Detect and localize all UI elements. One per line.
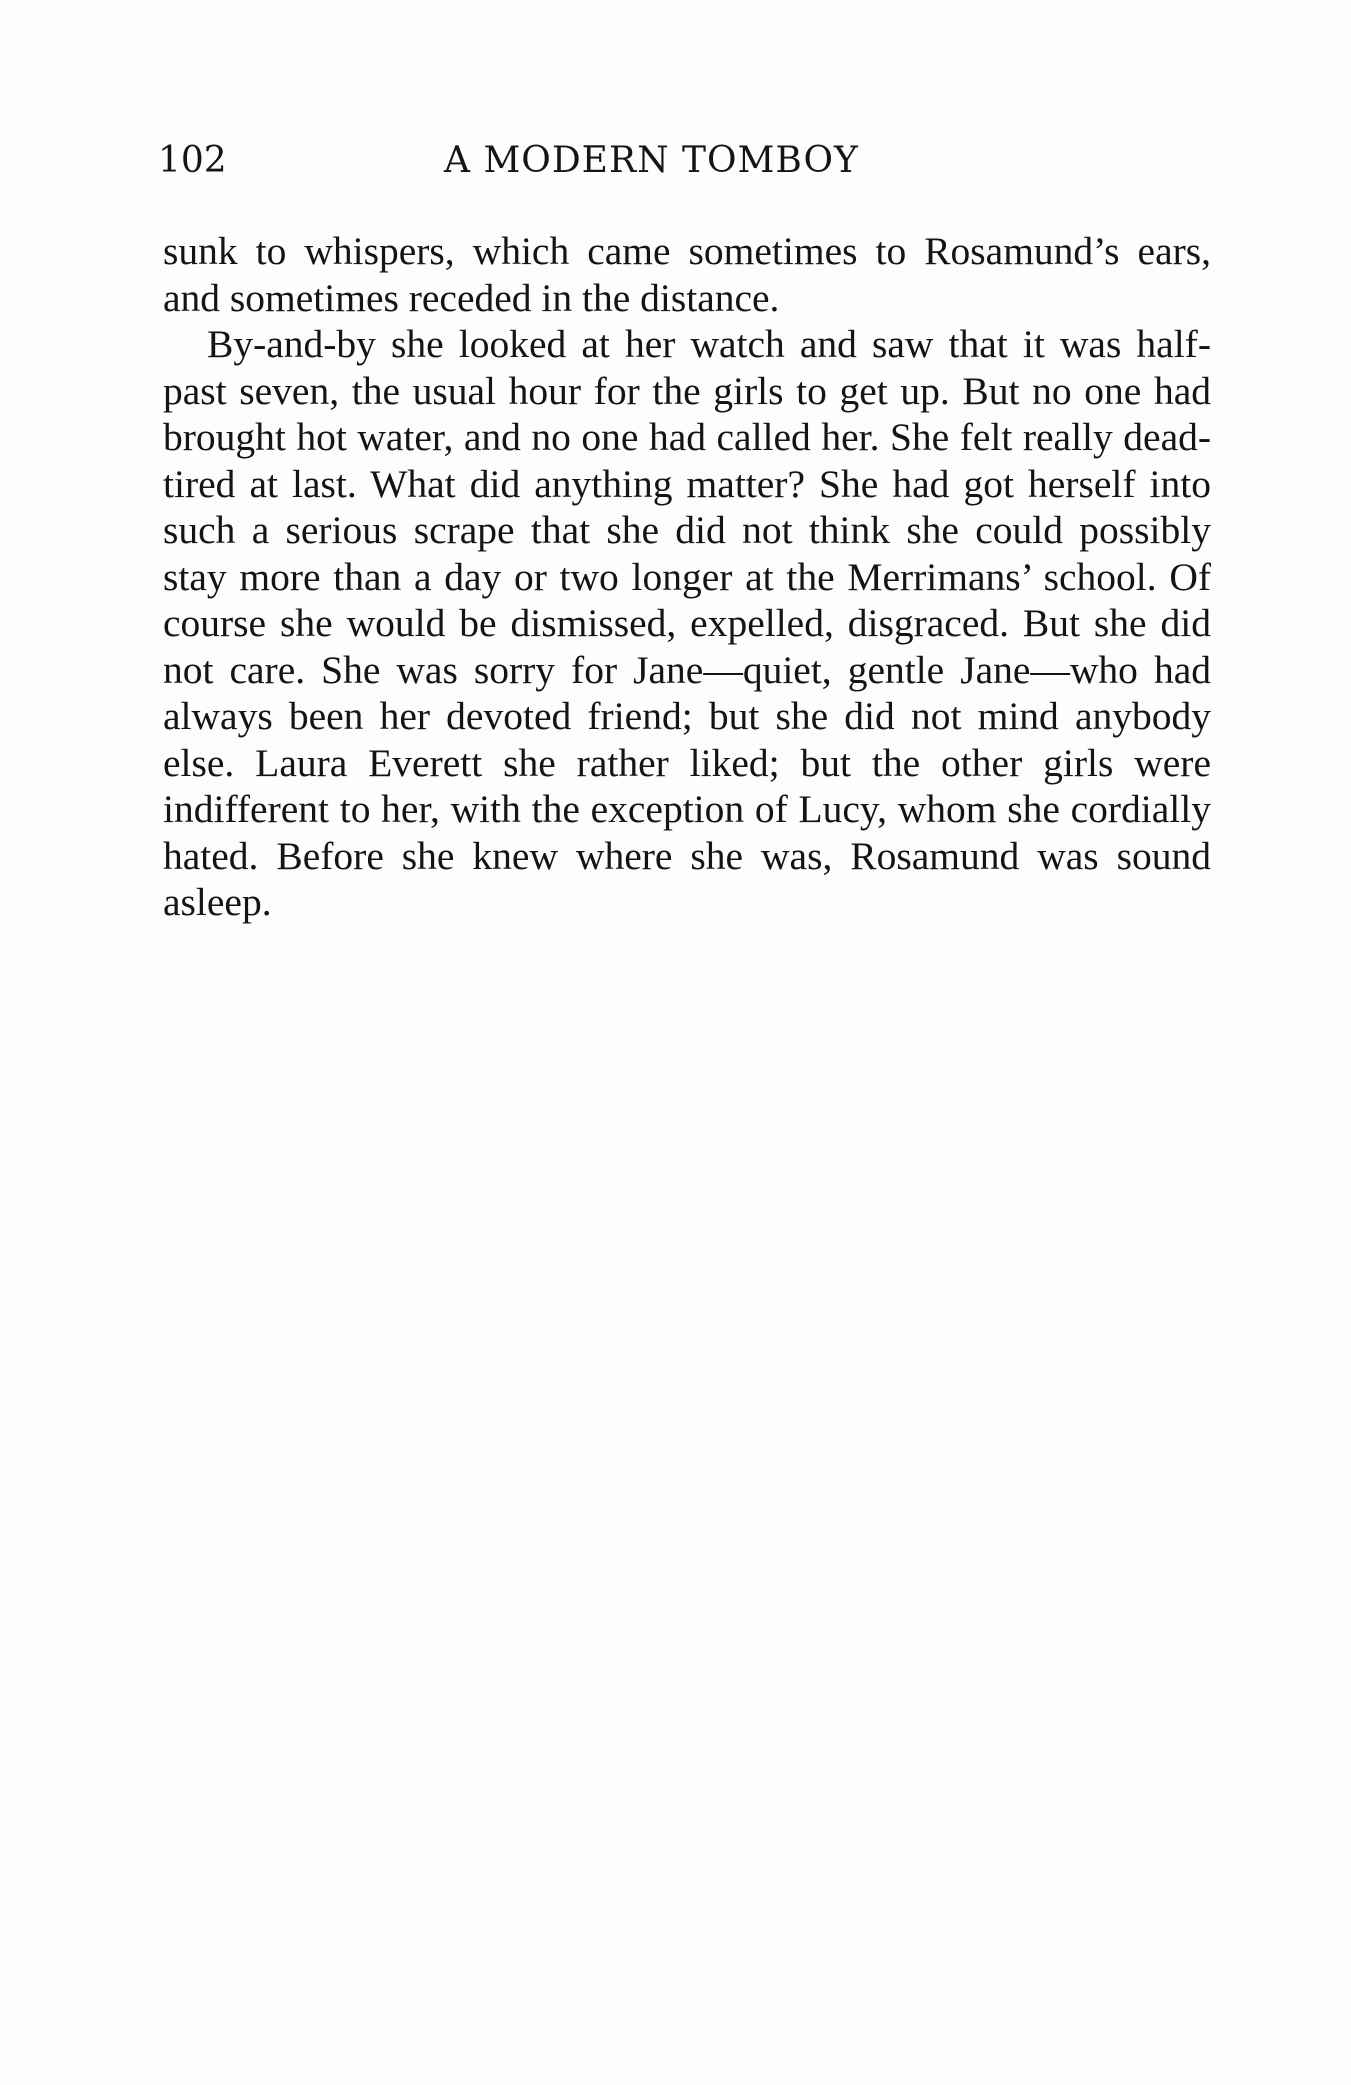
page-number: 102 bbox=[158, 140, 227, 181]
paragraph: By-and-by she looked at her watch and saw that it was half-past seven, the usual hour for the girls to get up. But no one had brought hot water, and no one had called her. She felt really dead-tired at last. What did anything matter? She had got herself into such a serious scrape that she did not think she could possibly stay more than a day or two longer at the Merrimans’ school. Of course she would be dismissed, expelled, disgraced. But she did not care. She was sorry for Jane—quiet, gentle Jane—who had always been her devoted friend; but she did not mind anybody else. Laura Everett she rather liked; but the other girls were indifferent to her, with the exception of Lucy, whom she cordially hated. Before she knew where she was, Rosamund was sound asleep. bbox=[163, 322, 1211, 924]
paragraph-continued: sunk to whispers, which came sometimes to Rosamund’s ears, and sometimes receded in the distance. bbox=[163, 229, 1211, 320]
book-title: A MODERN TOMBOY bbox=[444, 140, 859, 181]
running-head bbox=[158, 136, 1218, 186]
body-text bbox=[163, 228, 1211, 926]
